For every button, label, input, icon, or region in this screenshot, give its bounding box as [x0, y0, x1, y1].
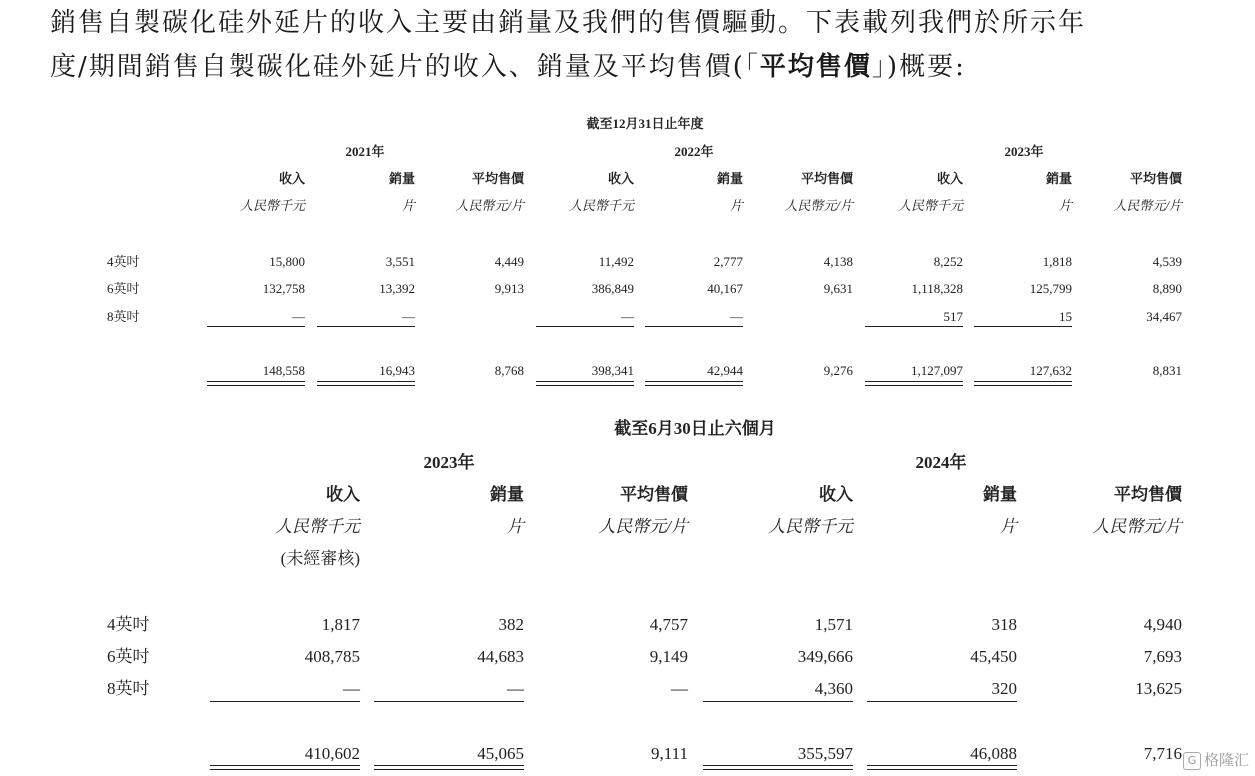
table1-col-unit: 人民幣元/片	[1113, 198, 1182, 213]
table2-cell: 408,785	[304, 647, 360, 666]
table2-unaudited-note: (未經審核)	[280, 549, 360, 568]
table1-col-unit: 片	[1058, 198, 1072, 213]
table1-total-cell: 1,127,097	[911, 363, 963, 378]
table2-total-cell: 7,716	[1143, 744, 1182, 763]
table2-cell: 4,757	[649, 615, 688, 634]
intro-line-2-bold-term: 平均售價	[759, 52, 872, 82]
table2-row-label: 8英吋	[107, 679, 150, 698]
table1-total-cell: 398,341	[591, 363, 634, 378]
table2-year-header: 2023年	[423, 453, 475, 472]
table1-year-header: 2022年	[674, 144, 714, 159]
table2-col-header: 收入	[819, 485, 853, 504]
table1-cell: 8,252	[933, 254, 963, 269]
table1-cell: 386,849	[591, 281, 634, 296]
table2-col-header: 銷量	[983, 485, 1017, 504]
table1-col-header: 收入	[607, 171, 634, 186]
table2-subtotal-rule	[210, 701, 360, 702]
table1-total-double-rule	[974, 381, 1072, 386]
table2-total-cell: 46,088	[970, 744, 1017, 763]
table2-cell: 4,940	[1143, 615, 1182, 634]
table2-cell: 45,450	[970, 647, 1017, 666]
table2-cell: 9,149	[649, 647, 688, 666]
table1-subtotal-rule	[645, 326, 743, 327]
intro-line-1: 銷售自製碳化硅外延片的收入主要由銷量及我們的售價驅動。下表載列我們於所示年	[50, 8, 1087, 38]
table1-subtotal-rule	[207, 326, 305, 327]
table2-total-double-rule	[703, 765, 853, 770]
table2-col-header: 平均售價	[620, 485, 688, 504]
table1-subtotal-rule	[974, 326, 1072, 327]
table1-cell: 3,551	[385, 254, 415, 269]
watermark-logo-icon: G	[1183, 752, 1201, 770]
table2-total-cell: 410,602	[304, 744, 360, 763]
watermark	[1183, 749, 1249, 770]
table1-cell: 125,799	[1029, 281, 1072, 296]
table1-col-unit: 人民幣元/片	[784, 198, 853, 213]
intro-line-2-post: 」)概要:	[871, 52, 966, 82]
table2-cell: 1,571	[814, 615, 853, 634]
table1-cell: —	[402, 309, 415, 324]
table1-col-header: 銷量	[716, 171, 743, 186]
table1-cell: 517	[943, 309, 963, 324]
table1-cell: 8,890	[1152, 281, 1182, 296]
table1-row-label: 8英吋	[107, 309, 140, 324]
table1-col-header: 平均售價	[1129, 171, 1182, 186]
table2-row-label: 4英吋	[107, 615, 150, 634]
table2-col-unit: 人民幣千元	[275, 517, 360, 536]
table1-cell: 13,392	[379, 281, 415, 296]
table2-cell: 4,360	[814, 679, 853, 698]
table2-subtotal-rule	[374, 701, 524, 702]
intro-line-2	[50, 46, 966, 83]
table1-total-double-rule	[645, 381, 743, 386]
table2-cell: 13,625	[1135, 679, 1182, 698]
table1-subtotal-rule	[536, 326, 634, 327]
table1-col-header: 平均售價	[800, 171, 853, 186]
table1-cell: 9,913	[494, 281, 524, 296]
table1-subtotal-rule	[317, 326, 415, 327]
table1-row-label: 4英吋	[107, 254, 140, 269]
table1-cell: 132,758	[262, 281, 305, 296]
table1-cell: —	[292, 309, 305, 324]
table1-col-header: 平均售價	[471, 171, 524, 186]
table1-cell: 4,138	[823, 254, 853, 269]
table1-cell: 40,167	[707, 281, 743, 296]
table2-year-header: 2024年	[915, 453, 967, 472]
table2-col-unit: 人民幣千元	[768, 517, 853, 536]
table2-cell: 382	[498, 615, 524, 634]
table2-row-label: 6英吋	[107, 647, 150, 666]
table1-total-cell: 8,831	[1152, 363, 1182, 378]
table1-cell: 2,777	[713, 254, 743, 269]
table2-col-unit: 片	[507, 517, 524, 536]
table2-cell: 1,817	[321, 615, 360, 634]
table2-cell: —	[343, 679, 360, 698]
table2-cell: —	[507, 679, 524, 698]
table2-caption: 截至6月30日止六個月	[614, 419, 776, 438]
table2-cell: 320	[991, 679, 1017, 698]
table1-cell: 34,467	[1146, 309, 1182, 324]
table1-cell: 11,492	[598, 254, 634, 269]
table1-subtotal-rule	[865, 326, 963, 327]
table1-cell: 4,449	[494, 254, 524, 269]
table2-col-unit: 片	[1000, 517, 1017, 536]
table1-col-header: 收入	[278, 171, 305, 186]
table1-cell: 15	[1059, 309, 1072, 324]
table1-col-header: 銷量	[1045, 171, 1072, 186]
table1-col-unit: 片	[729, 198, 743, 213]
table2-cell: —	[671, 679, 688, 698]
watermark-text: 格隆汇	[1203, 751, 1249, 769]
table1-cell: 9,631	[823, 281, 853, 296]
table1-total-cell: 8,768	[494, 363, 524, 378]
table2-subtotal-rule	[867, 701, 1017, 702]
table2-cell: 349,666	[797, 647, 853, 666]
table1-col-unit: 人民幣千元	[897, 198, 963, 213]
table1-row-label: 6英吋	[107, 281, 140, 296]
table2-col-header: 收入	[326, 485, 360, 504]
table1-col-unit: 人民幣千元	[239, 198, 305, 213]
table1-cell: 4,539	[1152, 254, 1182, 269]
table2-total-double-rule	[210, 765, 360, 770]
table2-col-header: 銷量	[490, 485, 524, 504]
table2-total-cell: 355,597	[797, 744, 853, 763]
table1-total-cell: 16,943	[379, 363, 415, 378]
table1-cell: —	[730, 309, 743, 324]
table1-total-cell: 148,558	[262, 363, 305, 378]
table1-cell: 1,118,328	[911, 281, 963, 296]
table2-subtotal-rule	[703, 701, 853, 702]
table2-cell: 7,693	[1143, 647, 1182, 666]
table1-col-unit: 片	[401, 198, 415, 213]
table2-col-header: 平均售價	[1114, 485, 1182, 504]
table1-col-unit: 人民幣元/片	[455, 198, 524, 213]
table2-total-cell: 45,065	[477, 744, 524, 763]
table2-total-cell: 9,111	[651, 744, 688, 763]
table1-col-header: 銷量	[388, 171, 415, 186]
table2-col-unit: 人民幣元/片	[1092, 517, 1182, 536]
table1-total-double-rule	[865, 381, 963, 386]
table2-total-double-rule	[867, 765, 1017, 770]
table1-cell: 15,800	[269, 254, 305, 269]
table1-total-cell: 127,632	[1029, 363, 1072, 378]
table1-year-header: 2023年	[1004, 144, 1044, 159]
table2-col-unit: 人民幣元/片	[598, 517, 688, 536]
table1-total-double-rule	[536, 381, 634, 386]
intro-line-2-pre: 度/期間銷售自製碳化硅外延片的收入、銷量及平均售價(「	[50, 52, 760, 82]
table1-cell: 1,818	[1042, 254, 1072, 269]
table1-total-cell: 9,276	[823, 363, 853, 378]
table1-year-header: 2021年	[345, 144, 385, 159]
table2-cell: 318	[991, 615, 1017, 634]
table1-col-unit: 人民幣千元	[568, 198, 634, 213]
table1-total-double-rule	[207, 381, 305, 386]
table1-caption: 截至12月31日止年度	[586, 116, 704, 131]
table1-col-header: 收入	[936, 171, 963, 186]
table2-cell: 44,683	[477, 647, 524, 666]
table1-cell: —	[621, 309, 634, 324]
table1-total-cell: 42,944	[707, 363, 743, 378]
table2-total-double-rule	[374, 765, 524, 770]
table1-total-double-rule	[317, 381, 415, 386]
